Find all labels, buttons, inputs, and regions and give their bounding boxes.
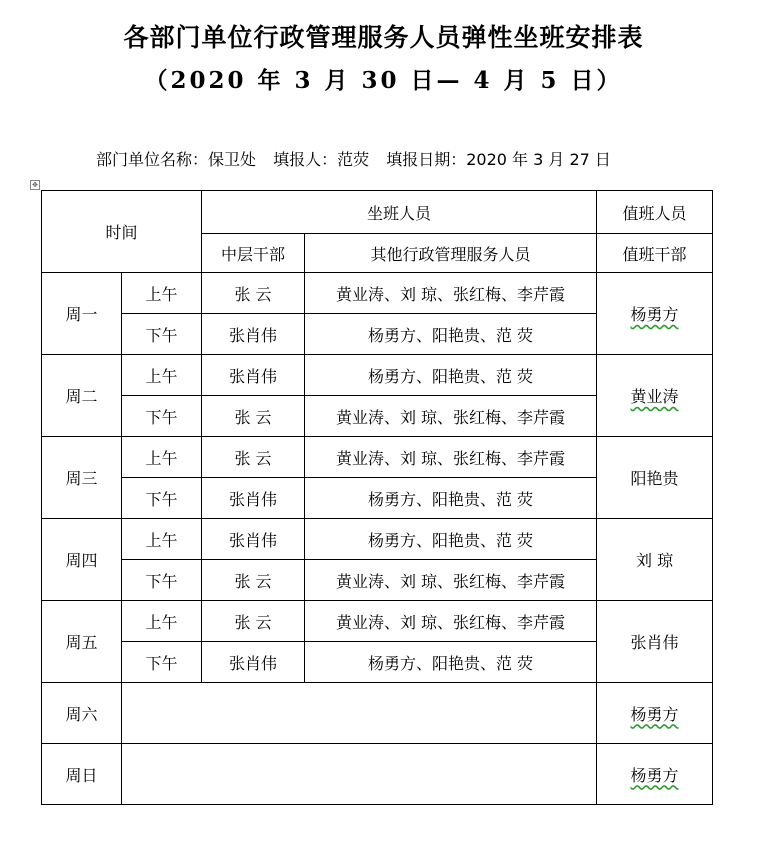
duty-cell [597, 273, 713, 355]
staff-cell: 杨勇方、阳艳贵、范 荧 [305, 642, 597, 683]
middle-cadre-header: 中层干部 [202, 234, 305, 273]
duty-staff-header: 值班人员 [597, 191, 713, 234]
table-row [42, 744, 713, 805]
duty-name: 杨勇方 [630, 305, 679, 324]
department-name: 部门单位名称：保卫处 [96, 150, 257, 169]
cadre-cell: 张 云 [202, 560, 305, 601]
period-cell: 下午 [122, 314, 202, 355]
table-move-handle-icon[interactable]: ✥ [30, 180, 40, 190]
day-cell: 周二 [42, 355, 122, 437]
other-staff-header: 其他行政管理服务人员 [305, 234, 597, 273]
cadre-cell: 张肖伟 [202, 314, 305, 355]
period-cell: 上午 [122, 355, 202, 396]
staff-cell: 黄业涛、刘 琼、张红梅、李芹霞 [305, 273, 597, 314]
staff-cell: 黄业涛、刘 琼、张红梅、李芹霞 [305, 396, 597, 437]
cadre-cell: 张 云 [202, 273, 305, 314]
duty-cell [597, 744, 713, 805]
duty-cell [597, 437, 713, 519]
period-cell: 上午 [122, 601, 202, 642]
duty-cell [597, 519, 713, 601]
table-row [42, 437, 713, 478]
cadre-cell: 张肖伟 [202, 519, 305, 560]
cadre-cell: 张肖伟 [202, 355, 305, 396]
table-row [42, 519, 713, 560]
duty-name: 刘 琼 [635, 551, 674, 570]
duty-name: 杨勇方 [630, 704, 679, 724]
cadre-cell: 张 云 [202, 601, 305, 642]
period-cell: 下午 [122, 396, 202, 437]
header-row-1 [42, 191, 713, 234]
time-header: 时间 [42, 191, 202, 273]
duty-cell [597, 601, 713, 683]
duty-cell [597, 683, 713, 744]
day-cell: 周五 [42, 601, 122, 683]
report-date: 填报日期：2020 年 3 月 27 日 [386, 150, 611, 169]
staff-cell: 黄业涛、刘 琼、张红梅、李芹霞 [305, 560, 597, 601]
duty-cadre-header: 值班干部 [597, 234, 713, 273]
cadre-cell: 张 云 [202, 437, 305, 478]
period-cell: 下午 [122, 478, 202, 519]
date-range: （2020 年 3 月 30 日— 4 月 5 日） [144, 67, 623, 94]
staff-cell: 黄业涛、刘 琼、张红梅、李芹霞 [305, 601, 597, 642]
cadre-cell: 张 云 [202, 396, 305, 437]
schedule-table [41, 190, 713, 805]
table-row [42, 355, 713, 396]
duty-cell [597, 355, 713, 437]
staff-cell: 杨勇方、阳艳贵、范 荧 [305, 355, 597, 396]
day-cell: 周日 [42, 744, 122, 805]
day-cell: 周一 [42, 273, 122, 355]
period-cell: 下午 [122, 642, 202, 683]
table-row [42, 601, 713, 642]
report-meta [96, 147, 623, 170]
period-cell: 上午 [122, 273, 202, 314]
staff-cell: 黄业涛、刘 琼、张红梅、李芹霞 [305, 437, 597, 478]
reporter-name: 填报人：范荧 [273, 150, 370, 169]
duty-name: 阳艳贵 [630, 469, 679, 488]
period-cell: 上午 [122, 519, 202, 560]
sitting-staff-header: 坐班人员 [202, 191, 597, 234]
day-cell: 周四 [42, 519, 122, 601]
duty-name: 张肖伟 [630, 633, 679, 652]
cadre-cell: 张肖伟 [202, 642, 305, 683]
document-title: 各部门单位行政管理服务人员弹性坐班安排表 [123, 23, 644, 52]
cadre-cell: 张肖伟 [202, 478, 305, 519]
period-cell: 下午 [122, 560, 202, 601]
period-cell: 上午 [122, 437, 202, 478]
day-cell: 周三 [42, 437, 122, 519]
staff-cell: 杨勇方、阳艳贵、范 荧 [305, 519, 597, 560]
duty-name: 黄业涛 [630, 387, 679, 406]
table-row [42, 683, 713, 744]
table-row [42, 273, 713, 314]
staff-cell: 杨勇方、阳艳贵、范 荧 [305, 478, 597, 519]
staff-cell: 杨勇方、阳艳贵、范 荧 [305, 314, 597, 355]
empty-cell [122, 683, 597, 744]
duty-name: 杨勇方 [630, 765, 679, 785]
empty-cell [122, 744, 597, 805]
day-cell: 周六 [42, 683, 122, 744]
